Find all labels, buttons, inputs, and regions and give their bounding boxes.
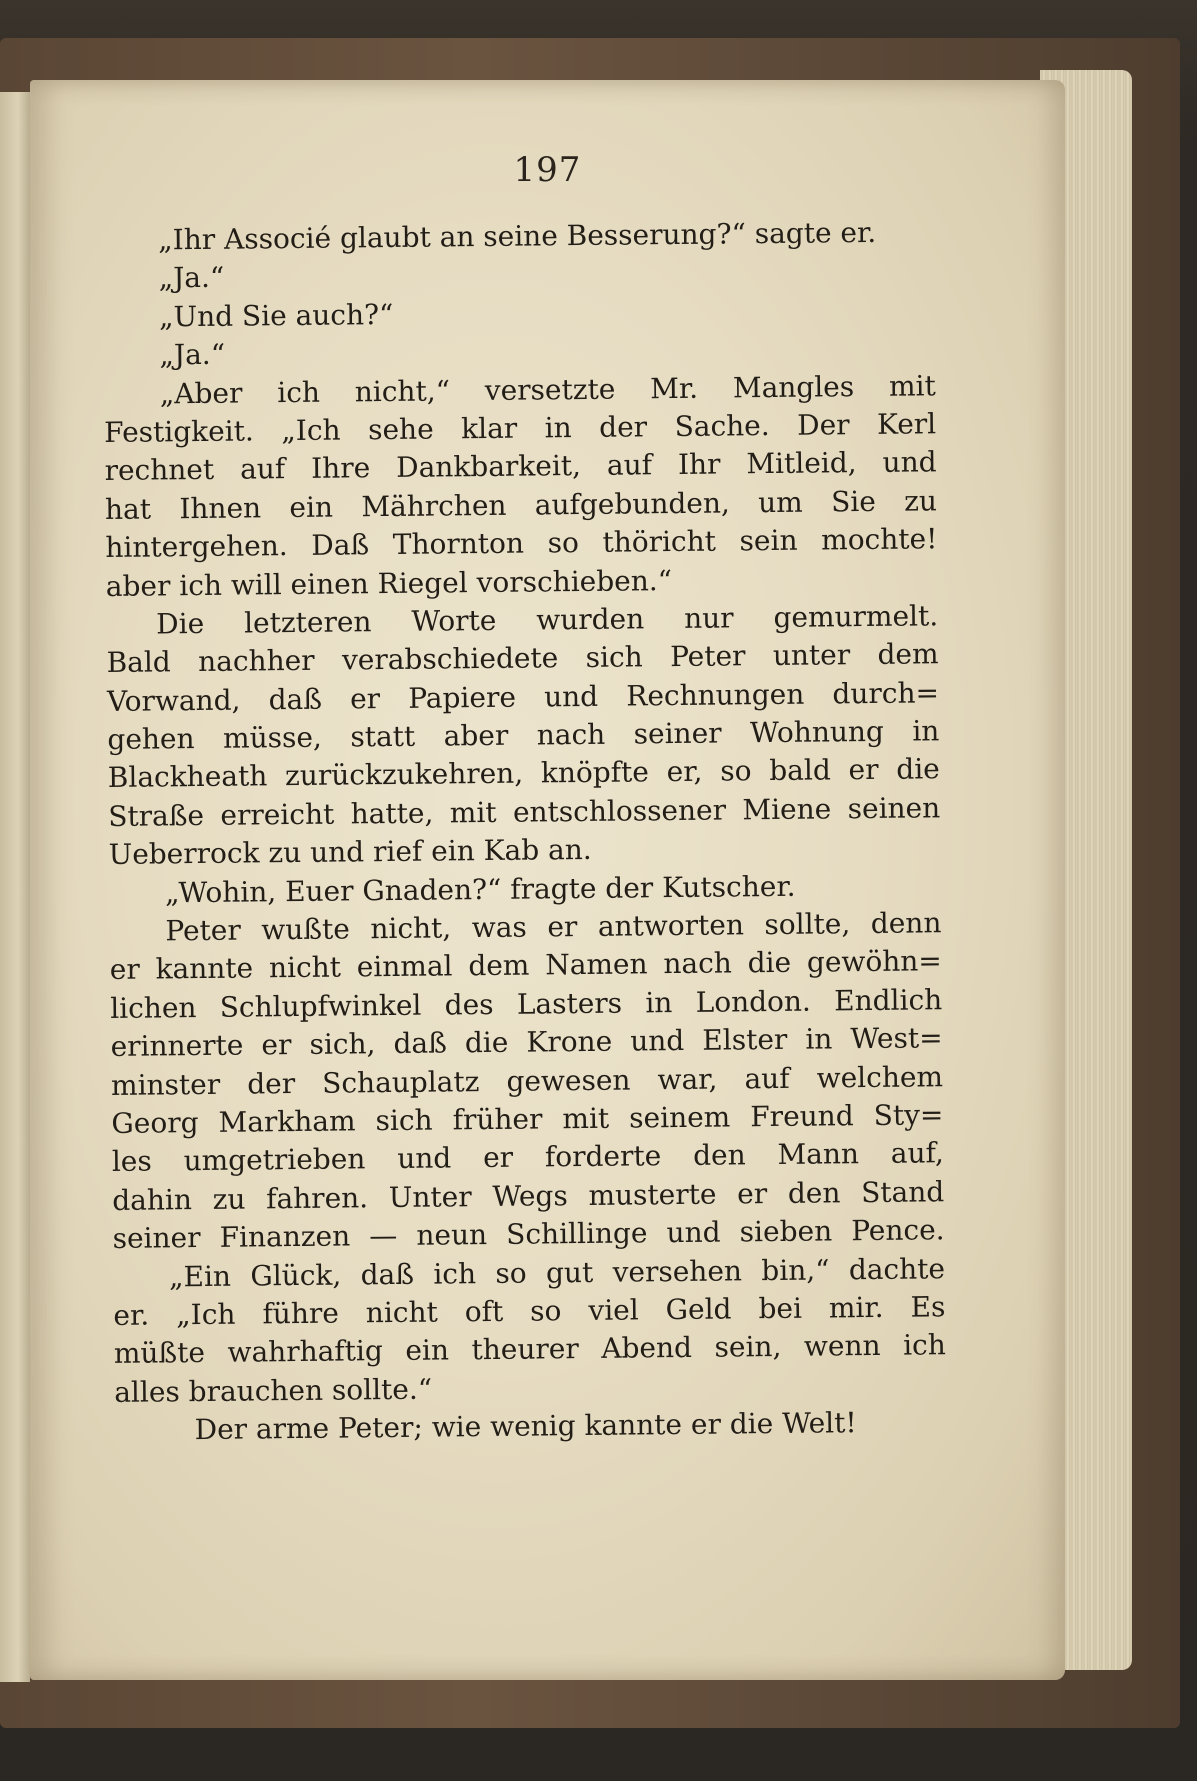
text-line: müßte wahrhaftig ein theurer Abend sein, wenn ich	[113, 1328, 946, 1371]
text-line: seiner Finanzen — neun Schillinge und sieben Pence.	[112, 1213, 945, 1256]
text-line: erinnerte er sich, daß die Krone und Elster in West=	[110, 1021, 943, 1064]
text-line: hat Ihnen ein Mährchen aufgebunden, um Sie zu	[104, 484, 938, 526]
text-line: er. „Ich führe nicht oft so viel Geld bei mir. Es	[113, 1290, 946, 1332]
text-line: Bald nachher verabschiedete sich Peter unter dem	[106, 637, 939, 680]
text-line: Vorwand, daß er Papiere und Rechnungen durch=	[106, 675, 940, 718]
text-line: „Ein Glück, daß ich so gut versehen bin,“ dachte	[168, 1251, 946, 1293]
text-line: „Ja.“	[158, 261, 225, 295]
text-line: Blackheath zurückzukehren, knöpfte er, so bald er die	[107, 752, 940, 795]
text-line: aber ich will einen Riegel vorschieben.“	[105, 563, 673, 603]
previous-page-edge	[0, 92, 30, 1682]
text-line: les umgetrieben und er forderte den Mann auf,	[111, 1136, 944, 1179]
page-number: 197	[513, 150, 582, 190]
text-line: Die letzteren Worte wurden nur gemurmelt.	[156, 599, 939, 641]
text-line: gehen müsse, statt aber nach seiner Wohnung in	[107, 714, 940, 757]
text-line: „Aber ich nicht,“ versetzte Mr. Mangles mit	[159, 368, 936, 410]
text-line: „Und Sie auch?“	[158, 297, 394, 334]
text-line: Straße erreicht hatte, mit entschlossener Miene seinen	[108, 791, 941, 833]
text-line: minster der Schauplatz gewesen war, auf welchem	[110, 1059, 944, 1102]
text-line: er kannte nicht einmal dem Namen nach die gewöhn=	[109, 944, 942, 987]
text-line: Peter wußte nicht, was er antworten sollte, denn	[165, 906, 942, 948]
text-line: Der arme Peter; wie wenig kannte er die Welt!	[194, 1406, 857, 1447]
page-text	[102, 213, 947, 1450]
text-line: Georg Markham sich früher mit seinem Freund Sty=	[111, 1098, 944, 1140]
text-line: Ueberrock zu und rief ein Kab an.	[108, 833, 592, 872]
text-line: alles brauchen sollte.“	[114, 1372, 433, 1409]
text-line: „Wohin, Euer Gnaden?“ fragte der Kutscher.	[164, 869, 796, 910]
text-line: Festigkeit. „Ich sehe klar in der Sache. Der Kerl	[104, 407, 937, 449]
text-line: lichen Schlupfwinkel des Lasters in London. Endlich	[110, 983, 943, 1025]
text-line: „Ja.“	[159, 337, 226, 372]
text-line: rechnet auf Ihre Dankbarkeit, auf Ihr Mitleid, und	[104, 445, 937, 488]
text-line: hintergehen. Daß Thornton so thöricht sein mochte!	[105, 522, 938, 565]
text-line: „Ihr Associé glaubt an seine Besserung?“ sagte er.	[158, 215, 877, 257]
text-line: dahin zu fahren. Unter Wegs musterte er den Stand	[112, 1175, 945, 1217]
book-page	[30, 80, 1065, 1680]
